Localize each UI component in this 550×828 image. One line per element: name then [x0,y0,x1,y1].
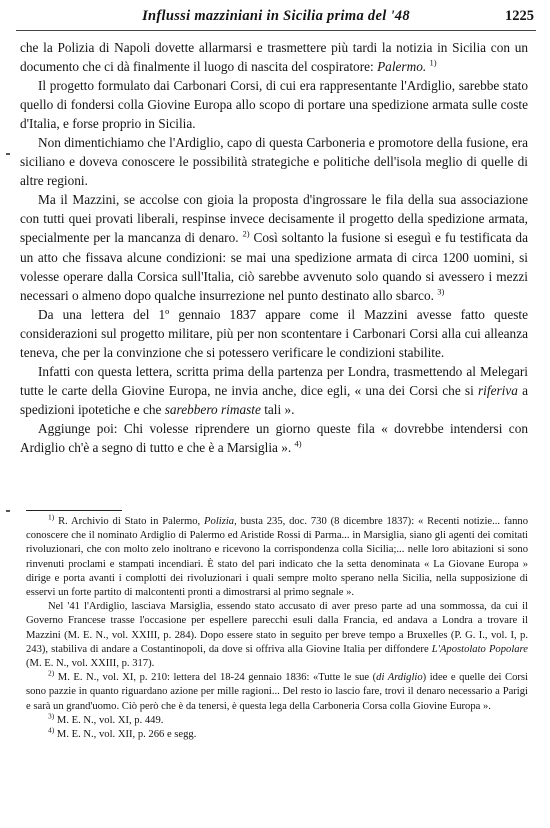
running-title: Influssi mazziniani in Sicilia prima del '48 [142,8,410,24]
running-header [18,8,534,28]
paragraph-2: Il progetto formulato dai Carbonari Corsi, di cui era rappresentante l'Ardiglio, sarebbe stato quello di fondersi colla Giovine Europa allo scopo di portare una spedizione armata sulle coste d'Italia, e forse proprio in Sicilia. [20,78,528,132]
footnote-1: $^{1)}$ R. Archivio di Stato in Palermo, Polizia, busta 235, doc. 730 (8 dicembre 1837): « Recenti notizie... fanno conoscere che il nominato Ardiglio di Palermo ed Aristide Rossi di Parma... in Marsiglia, siano gli agenti dei comitati rivoluzionari, che con molto zelo inoltrano e ricevono la corrispondenza colla Sicilia;... nelle loro abitazioni si sono rinvenuti proclami e stampati incendiari. È stato del pari indicato che la setta denominata « La Giovane Europa » dirige e porta avanti i complotti dei rivoluzionari i quali sempre molto sperano nella Sicilia, nella supposizione di esservi un forte partito di malcontenti pronti a dimostrarsi al primo segnale ». [26,512,528,599]
paragraph-4: Ma il Mazzini, se accolse con gioia la proposta d'ingrossare le fila della sua associazione con tutti quei provati liberali, respinse invece decisamente il progetto della spedizione armata, specialmente per la mancanza di denaro. $^{2)}$ Così soltanto la fusione si eseguì e fu testificata da un atto che fissava alcune condizioni: se mai una spedizione armata di circa 1200 uomini, si volesse operare dalla Corsica sull'Italia, ciò sarebbe avvenuto solo quando si avessero i mezzi necessari o almeno dopo qualche insurrezione nel punto destinato allo sbarco. $^{3)}$ [20,192,528,303]
footnote-number: 4) [48,725,55,735]
margin-mark [6,153,10,155]
footnote-ref-1[interactable]: 1) [429,57,437,68]
footnote-number: 1) [48,512,55,522]
paragraph-5: Da una lettera del 1º gennaio 1837 appare come il Mazzini avesse fatto queste considerazioni sul progetto militare, più per non scontentare i Carbonari Corsi alla cui alleanza teneva, che per la convinzione che si potessero verificare le condizioni stabilite. [20,306,528,360]
page-number: 1225 [505,8,534,24]
paragraph-6: Infatti con questa lettera, scritta prima della partenza per Londra, trasmettendo al Melegari tutte le carte della Giovine Europa, ne invia anche, dice egli, « una dei Corsi che si riferiva a spedizioni ipotetiche e che sarebbero rimaste tali ». [20,363,528,417]
footnote-number: 3) [48,711,55,721]
paragraph-7: Aggiunge poi: Chi volesse riprendere un giorno queste fila « dovrebbe intendersi con Ardiglio ch'è a segno di tutto e che è a Marsiglia ». $^{4)}$ [20,420,528,455]
footnotes [26,512,528,742]
paragraph-3: Non dimentichiamo che l'Ardiglio, capo di questa Carboneria e promotore della fusione, era siciliano e doveva conoscere le possibilità strategiche e politiche dell'isola meglio di quelle di altre regioni. [20,135,528,189]
footnote-4: $^{4)}$ M. E. N., vol. XII, p. 266 e segg. [48,725,197,741]
footnote-ref-4[interactable]: 4) [294,438,302,449]
footnote-3: $^{3)}$ M. E. N., vol. XI, p. 449. [48,711,164,726]
main-text [20,38,528,457]
footnote-2: $^{2)}$ M. E. N., vol. XI, p. 210: lettera del 18-24 gennaio 1836: «Tutte le sue (di Ardiglio) idee e quelle dei Corsi sono pazzie in quanto riguardano azione per mille ragioni... Del resto io lascio fare, trovi il denaro necessario a Parigi e sarà un grand'uomo. Ciò però che è da tenersi, è questa lega della Carboneria Corsa colla Giovine Europa ». [26,668,528,712]
margin-mark [6,510,10,512]
footnote-1-continued: Nel '41 l'Ardiglio, lasciava Marsiglia, essendo stato accusato di aver preso parte ad una sommossa, da cui il Governo Francese trasse l'occasione per espellere parecchi esuli dalla Francia, ed andava a Londra a trovare il Mazzini (M. E. N., vol. XXIII, p. 284). Dopo essere stato in seguito per breve tempo a Bruxelles (P. G. I., vol. I, p. 243), stabiliva di andare a Costantinopoli, da dove si offriva alla Giovine Italia per diffondere L'Apostolato Popolare (M. E. N., vol. XXIII, p. 317). [26,601,528,670]
footnote-ref-2[interactable]: 2) [242,229,250,240]
footnote-rule [26,510,122,511]
paragraph-1: che la Polizia di Napoli dovette allarmarsi e trasmettere più tardi la notizia in Sicilia con un documento che ci dà finalmente il luogo di nascita del cospiratore: Palermo. $^{1)}$ [20,40,528,75]
footnote-ref-3[interactable]: 3) [437,286,445,297]
footnote-number: 2) [48,668,55,678]
header-rule [16,30,536,31]
